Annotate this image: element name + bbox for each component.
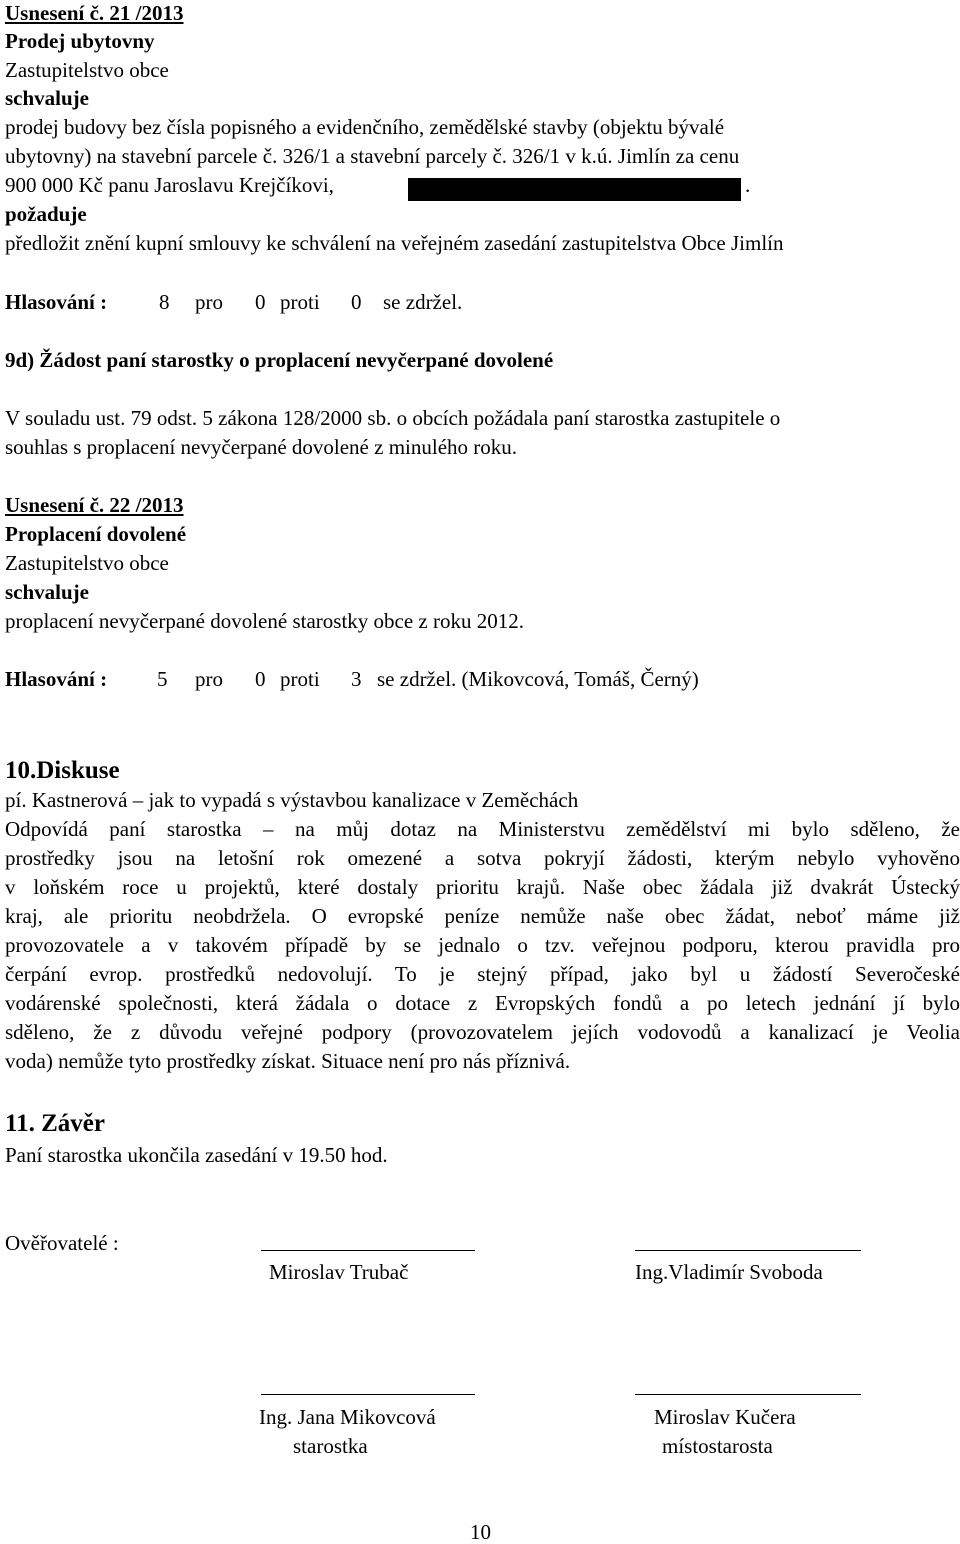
vote-for-label: pro	[195, 667, 223, 691]
signer-1-name: Ing. Jana Mikovcová	[259, 1405, 436, 1429]
conclusion-heading: 11. Závěr	[5, 1110, 105, 1137]
resolution-21-requires-text: předložit znění kupní smlouvy ke schválení na veřejném zasedání zastupitelstva Obce Jimlín	[5, 231, 784, 255]
vote-abstain-count: 3	[351, 667, 362, 691]
vote-for-count: 8	[159, 290, 170, 314]
resolution-21-text-line: 900 000 Kč panu Jaroslavu Krejčíkovi,	[5, 173, 334, 197]
discussion-question: pí. Kastnerová – jak to vypadá s výstavbou kanalizace v Zeměchách	[5, 788, 579, 812]
resolution-21-text-end: .	[745, 173, 751, 197]
resolution-21-body: Zastupitelstvo obce	[5, 58, 169, 82]
signer-1-role: starostka	[293, 1434, 368, 1458]
vote-against-label: proti	[280, 290, 320, 314]
signature-line	[261, 1394, 475, 1395]
signature-line	[635, 1250, 861, 1251]
discussion-answer-line: voda) nemůže tyto prostředky získat. Situace není pro nás příznivá.	[5, 1049, 571, 1073]
resolution-21-text-line: ubytovny) na stavební parcele č. 326/1 a stavební parcely č. 326/1 v k.ú. Jimlín za cenu	[5, 144, 740, 168]
discussion-answer-line: vodárenské společnosti, která žádala o dotace z Evropských fondů a po letech jednání jí bylo	[5, 991, 960, 1015]
vote-against-count: 0	[255, 667, 266, 691]
verifier-1-name: Miroslav Trubač	[269, 1260, 409, 1284]
resolution-21-vote	[5, 292, 955, 316]
vote-for-count: 5	[157, 667, 168, 691]
signer-2-name: Miroslav Kučera	[654, 1405, 796, 1429]
discussion-answer-line: sděleno, že z důvodu veřejné podpory (provozovatelem jejích vodovodů a kanalizací je Veolia	[5, 1020, 960, 1044]
resolution-21-requires: požaduje	[5, 202, 87, 226]
vote-against-count: 0	[255, 290, 266, 314]
resolution-21-approves: schvaluje	[5, 86, 89, 110]
item-9d-text-line: V souladu ust. 79 odst. 5 zákona 128/2000 sb. o obcích požádala paní starostka zastupitele o	[5, 406, 781, 430]
discussion-answer-line: prostředky jsou na letošní rok omezené a sotva pokryjí žádosti, kterým nebylo vyhověno	[5, 846, 960, 870]
resolution-22-title: Proplacení dovolené	[5, 522, 187, 546]
vote-abstain-label: se zdržel.	[383, 290, 463, 314]
vote-against-label: proti	[280, 667, 320, 691]
vote-for-label: pro	[195, 290, 223, 314]
resolution-22-text: proplacení nevyčerpané dovolené starostky obce z roku 2012.	[5, 609, 524, 633]
conclusion-text: Paní starostka ukončila zasedání v 19.50 hod.	[5, 1143, 388, 1167]
redaction-bar	[408, 178, 741, 201]
discussion-answer-line: Odpovídá paní starostka – na můj dotaz na Ministerstvu zemědělství mi bylo sděleno, že	[5, 817, 960, 841]
resolution-22-vote	[5, 669, 955, 693]
resolution-22-number: Usnesení č. 22 /2013	[5, 493, 184, 517]
resolution-21-title: Prodej ubytovny	[5, 29, 155, 53]
page-number: 10	[470, 1520, 491, 1544]
item-9d-heading: 9d) Žádost paní starostky o proplacení nevyčerpané dovolené	[5, 348, 554, 372]
vote-label: Hlasování :	[5, 667, 108, 691]
vote-abstain-label: se zdržel. (Mikovcová, Tomáš, Černý)	[377, 667, 699, 691]
discussion-answer-line: provozovatele a v takovém případě by se jednalo o tzv. veřejnou podporu, kterou pravidla pro	[5, 933, 960, 957]
discussion-heading: 10.Diskuse	[5, 757, 120, 784]
signer-2-role: místostarosta	[662, 1434, 773, 1458]
resolution-22-body: Zastupitelstvo obce	[5, 551, 169, 575]
verifier-2-name: Ing.Vladimír Svoboda	[635, 1260, 823, 1284]
vote-abstain-count: 0	[351, 290, 362, 314]
resolution-22-approves: schvaluje	[5, 580, 89, 604]
verifiers-label: Ověřovatelé :	[5, 1231, 119, 1255]
discussion-answer-line: čerpání evrop. prostředků nedovolují. To je stejný případ, jako byl u žádostí Severočeské	[5, 962, 960, 986]
signature-line	[635, 1394, 861, 1395]
discussion-answer-line: v loňském roce u projektů, které dostaly prioritu krajů. Naše obec žádala již dvakrát Ústecký	[5, 875, 960, 899]
discussion-answer-line: kraj, ale prioritu neobdržela. O evropské peníze nemůže naše obec žádat, neboť máme již	[5, 904, 960, 928]
resolution-21-number: Usnesení č. 21 /2013	[5, 1, 184, 25]
vote-label: Hlasování :	[5, 290, 108, 314]
resolution-21-text-line: prodej budovy bez čísla popisného a evidenčního, zemědělské stavby (objektu bývalé	[5, 115, 725, 139]
signature-line	[261, 1250, 475, 1251]
item-9d-text-line: souhlas s proplacení nevyčerpané dovolené z minulého roku.	[5, 435, 518, 459]
